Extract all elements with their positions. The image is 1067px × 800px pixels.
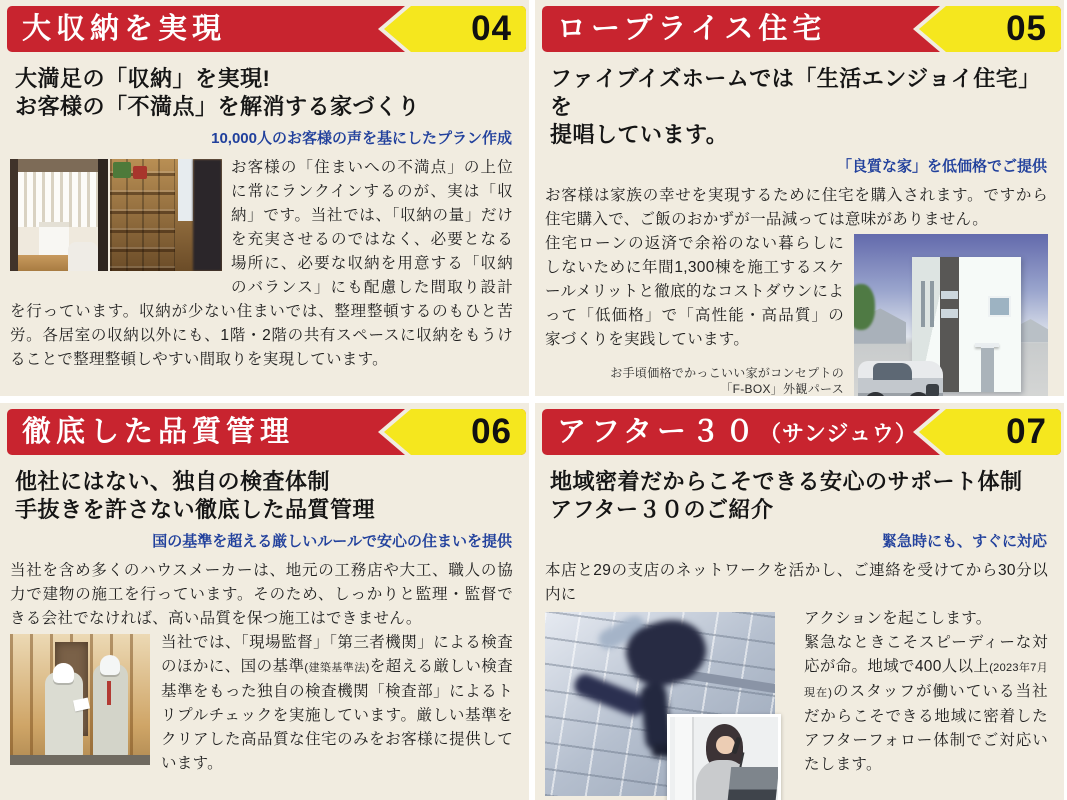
closet-left-photo: [10, 159, 108, 271]
section-body: [545, 559, 1048, 800]
section-header-bar: [542, 6, 1061, 52]
section-heading: [550, 468, 1050, 524]
body-paragraph-1: 当社を含め多くのハウスメーカーは、地元の工務店や大工、職人の協力で建物の施工を行っています。そのため、しっかりと監理・監督できる会社でなければ、高い品質を保つ施工はできません。: [10, 562, 513, 627]
section-heading: [15, 65, 515, 121]
heading-line-1: 他社にはない、独自の検査体制: [15, 469, 331, 494]
body-3-small-note: (2023年7月現在): [804, 662, 1048, 699]
section-number-badge: [919, 409, 1061, 455]
panel-06-quality-control: [0, 403, 529, 800]
section-tagline: 緊急時にも、すぐに対応: [881, 533, 1047, 550]
section-header-bar: [7, 6, 526, 52]
panel-04-large-storage: [0, 0, 529, 396]
section-body: [545, 184, 1048, 396]
section-heading: [15, 468, 515, 524]
section-tagline: 10,000人のお客様の声を基にしたプラン作成: [211, 130, 512, 147]
body-3-pre: 緊急なときこそスピーディーな対応が命。地域で400人以上: [804, 634, 1048, 675]
body-paragraph-2: 住宅ローンの返済で余裕のない暮らしにしないために年間1,300棟を施工するスケールメリットと徹底的なコストダウンによって「低価格」で「高性能・高品質」の家づくりを実践しています。: [545, 235, 844, 348]
section-number: 06: [471, 412, 512, 451]
section-tagline: 「良質な家」を低価格でご提供: [836, 158, 1047, 175]
worker-with-helmet: [93, 664, 128, 756]
title-reading: （サンジュウ）: [758, 421, 918, 446]
section-number: 05: [1006, 9, 1047, 48]
heading-line-1: 大満足の「収納」を実現!: [15, 66, 271, 91]
heading-line-2: 提唱しています。: [550, 122, 729, 147]
heading-line-1: 地域密着だからこそできる安心のサポート体制: [550, 469, 1023, 494]
section-title: ロープライス住宅: [557, 13, 827, 45]
body-2-pre: 当社では、「現場監督」「第三者機関」による検査のほかに、国の基準: [161, 634, 513, 675]
f-box-house-render-photo: [854, 234, 1048, 396]
site-inspection-photo: [10, 634, 150, 765]
heading-line-2: 手抜きを許さない徹底した品質管理: [15, 497, 376, 522]
closet-right-photo: [110, 159, 222, 271]
title-main: アフター３０: [557, 416, 759, 448]
walk-in-closet-photo: [10, 159, 222, 271]
section-header-bar: [7, 409, 526, 455]
caption-line-1: お手頃価格でかっこいい家がコンセプトの: [610, 366, 844, 380]
body-2-small-note: (建築基準法): [304, 662, 370, 674]
section-body: [10, 156, 513, 372]
section-number-badge: [384, 6, 526, 52]
section-header-bar: [542, 409, 1061, 455]
panel-07-after30-support: [535, 403, 1064, 800]
section-title: [557, 409, 918, 457]
section-number: 07: [1006, 412, 1047, 451]
silver-suv: [858, 361, 943, 396]
support-photo-stack: [545, 612, 793, 800]
heading-line-2: アフター３０のご紹介: [550, 497, 774, 522]
section-body: [10, 559, 513, 776]
section-tagline: 国の基準を超える厳しいルールで安心の住まいを提供: [152, 533, 512, 550]
body-paragraph-1: 本店と29の支店のネットワークを活かし、ご連絡を受けてから30分以内に: [545, 562, 1048, 603]
worker-with-clipboard: [45, 672, 83, 756]
body-3-post: のスタッフが働いている当社だからこそできる地域に密着したアフターフォロー体制でご対応いたします。: [804, 683, 1048, 773]
heading-line-1: ファイブイズホームでは「生活エンジョイ住宅」を: [550, 66, 1041, 119]
section-number: 04: [471, 9, 512, 48]
body-2-post: を超える厳しい検査基準をもった独自の検査機関「検査部」によるトリプルチェックを実施しています。厳しい基準をクリアした高品質な住宅のみをお客様に提供しています。: [161, 658, 513, 772]
section-title: 大収納を実現: [22, 13, 227, 45]
heading-line-2: お客様の「不満点」を解消する家づくり: [15, 94, 421, 119]
body-paragraph-1: お客様は家族の幸せを実現するために住宅を購入されます。ですから住宅購入で、ご飯のおかずが一品減っては意味がありません。: [545, 187, 1048, 228]
caption-line-2: 「F-BOX」外観パース: [720, 382, 844, 396]
section-number-badge: [384, 409, 526, 455]
panel-05-low-price: [535, 0, 1064, 396]
section-heading: [550, 65, 1050, 149]
body-paragraph: お客様の「住まいへの不満点」の上位に常にランクインするのが、実は「収納」です。当社では、「収納の量」だけを充実させるのではなく、必要となる場所に、必要な収納を用意する「収納のバランス」にも配慮した間取り設計を行っています。収納が少ない住まいでは、整理整頓するのもひと苦労。各居室の収納以外にも、1階・2階の共有スペースに収納をもうけることで整理整頓しやすい間取りを実現しています。: [10, 159, 513, 368]
section-number-badge: [919, 6, 1061, 52]
body-paragraph-2: アクションを起こします。: [804, 610, 992, 627]
phone-operator-photo: [667, 714, 781, 800]
section-title: 徹底した品質管理: [22, 416, 295, 448]
